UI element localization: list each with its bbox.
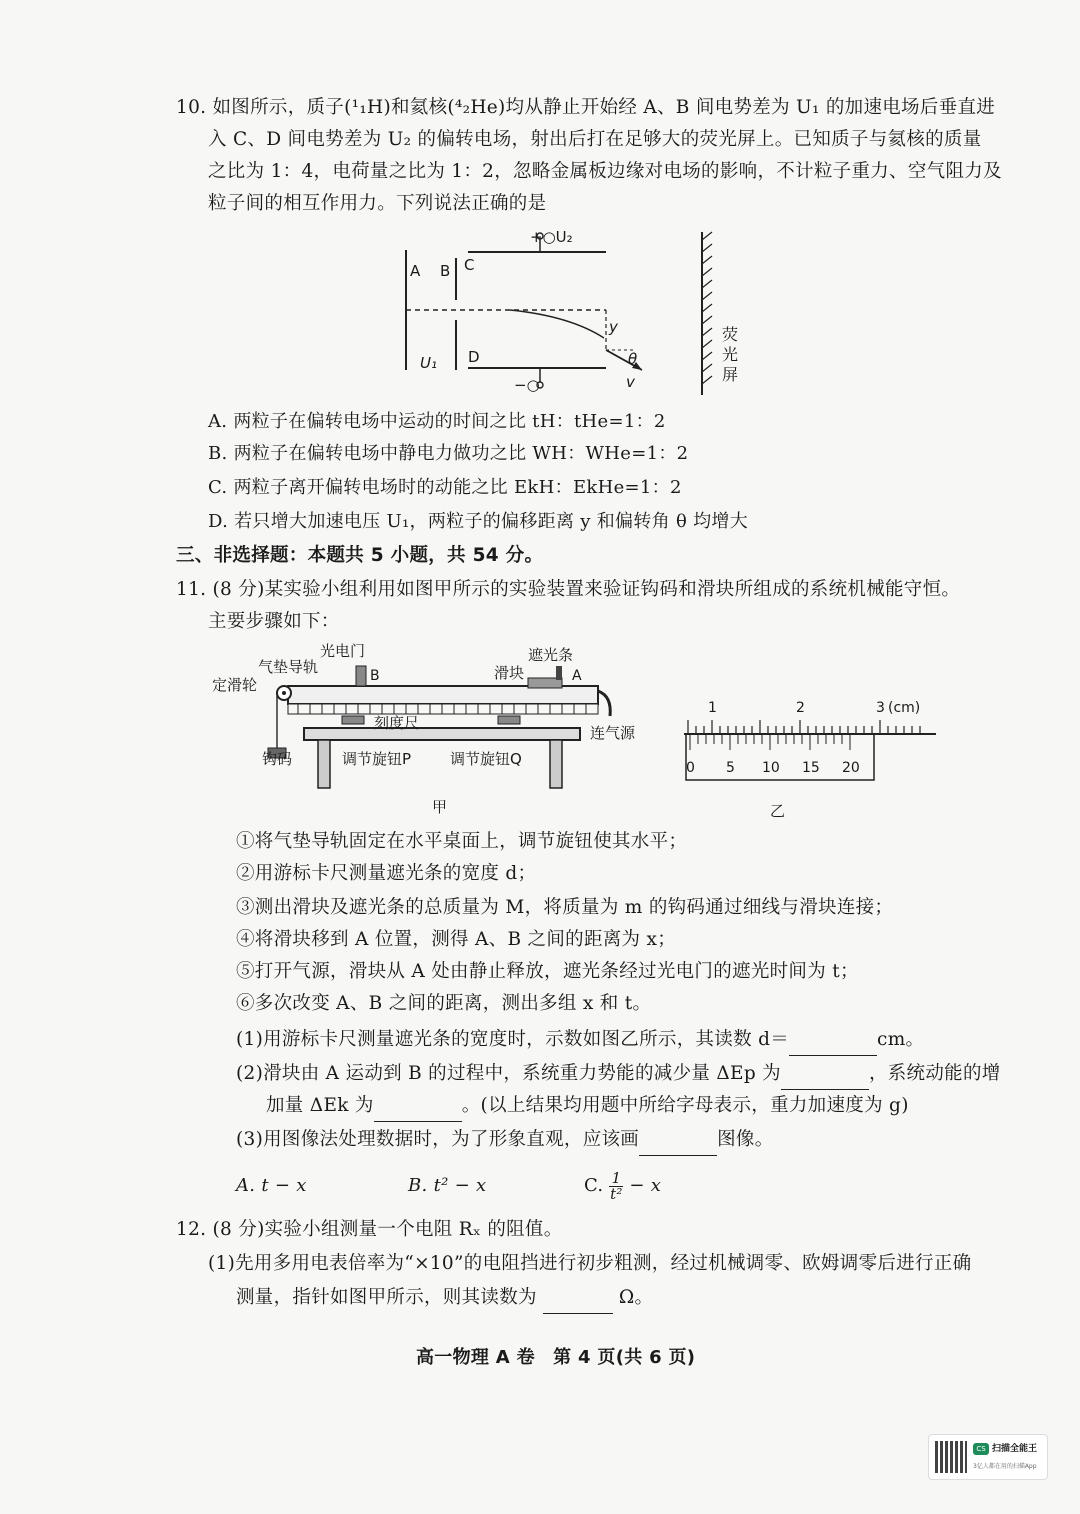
answer-blank-ep[interactable] [781,1069,869,1090]
label-guangdianmen: 光电门 [320,642,366,660]
vernier-tick-20: 20 [842,760,860,776]
air-track [288,686,598,704]
q11-sub-2b-note: 。(以上结果均用题中所给字母表示，重力加速度为 g) [461,1095,909,1116]
label-v: v [626,373,635,391]
answer-blank-ek[interactable] [374,1101,462,1122]
label-gouma: 钩码 [262,750,293,768]
label-dinghualun: 定滑轮 [212,676,258,694]
q11-sub-2b-text: 加量 ΔEk 为 [266,1095,374,1116]
answer-blank-d[interactable] [789,1035,877,1056]
label-lianqiyuan: 连气源 [590,724,636,742]
main-tick-1: 1 [708,700,717,716]
q12-line-3-text: 测量，指针如图甲所示，则其读数为 [236,1287,537,1308]
q11-sub-3 [236,1124,774,1156]
q11-choice-c-post: − x [629,1175,662,1196]
main-tick-2: 2 [796,700,805,716]
label-minus: −○ [514,376,540,394]
label-knob-p: 调节旋钮P [342,750,412,768]
answer-blank-graph[interactable] [639,1135,717,1156]
q12-line-1: 12. (8 分)实验小组测量一个电阻 Rₓ 的阻值。 [176,1219,563,1240]
q12-line-2: (1)先用多用电表倍率为“×10”的电阻挡进行初步粗测，经过机械调零、欧姆调零后进行正确 [208,1253,972,1274]
q11-sub-1-unit: cm。 [877,1029,925,1050]
q10-deflection-diagram [390,220,750,400]
vernier-tick-10: 10 [762,760,780,776]
scanner-name: 扫描全能王 [992,1444,1038,1454]
q10-option-b: B. 两粒子在偏转电场中静电力做功之比 WH：WHe=1：2 [208,443,689,464]
fraction-numerator: 1 [611,1168,622,1187]
q11-vernier-yi [674,690,944,820]
main-tick-3: 3 [876,700,885,716]
q10-option-a: A. 两粒子在偏转电场中运动的时间之比 tH：tHe=1：2 [208,411,666,432]
photogate [356,666,366,686]
q11-step-2: ②用游标卡尺测量遮光条的宽度 d； [236,863,537,884]
screen-char-2: 光 [722,345,739,364]
q11-step-5: ⑤打开气源，滑块从 A 处由静止释放，遮光条经过光电门的遮光时间为 t； [236,961,859,982]
label-a: A [410,262,421,280]
scanner-tagline: 3亿人都在用的扫描App [973,1463,1037,1470]
label-kedu: 刻度尺 [374,714,420,732]
q12-line-3-unit: Ω。 [618,1287,654,1308]
q11-choice-b: B. t² − x [408,1175,487,1196]
q11-sub-3-text: (3)用图像法处理数据时，为了形象直观，应该画 [236,1129,640,1150]
q11-step-4: ④将滑块移到 A 位置，测得 A、B 之间的距离为 x； [236,929,677,950]
q11-sub-2-mid: ，系统动能的增 [868,1063,1001,1084]
q12-line-3 [236,1282,653,1314]
q11-sub-1 [236,1024,924,1056]
label-qidian: 气垫导轨 [258,658,319,676]
label-c: C [464,256,475,274]
label-u1: U₁ [420,354,437,372]
q11-sub-1-text: (1)用游标卡尺测量遮光条的宽度时，示数如图乙所示，其读数 d＝ [236,1029,790,1050]
label-b: B [440,262,451,280]
caption-yi: 乙 [770,802,786,820]
vernier-tick-0: 0 [686,760,695,776]
page-footer: 高一物理 A 卷 第 4 页(共 6 页) [416,1347,696,1368]
q11-choice-c-label: C. [584,1175,604,1196]
label-plus-u2: +○U₂ [530,228,573,246]
label-y: y [609,318,618,336]
answer-blank-ohm[interactable] [543,1293,613,1314]
scanner-logo: CS [973,1443,989,1455]
q10-option-c: C. 两粒子离开偏转电场时的动能之比 EkH：EkHe=1：2 [208,477,682,498]
scanner-watermark [928,1434,1048,1480]
caption-jia: 甲 [432,798,448,816]
q11-choice-c-fraction [609,1168,623,1203]
qr-code-icon [935,1441,967,1473]
q10-line-1: 10. 如图所示，质子(¹₁H)和氦核(⁴₂He)均从静止开始经 A、B 间电势差为 U₁ 的加速电场后垂直进 [176,97,996,118]
q11-sub-2-text: (2)滑块由 A 运动到 B 的过程中，系统重力势能的减少量 ΔEp 为 [236,1063,781,1084]
label-hualuai: 滑块 [494,664,525,682]
label-d: D [468,348,480,366]
fraction-denominator: t² [610,1184,623,1203]
q11-sub-2b [266,1090,909,1122]
q11-step-1: ①将气垫导轨固定在水平桌面上，调节旋钮使其水平； [236,831,688,852]
q11-choice-c [584,1170,661,1202]
q11-step-3: ③测出滑块及遮光条的总质量为 M，将质量为 m 的钩码通过细线与滑块连接； [236,897,894,918]
q11-line-2: 主要步骤如下： [208,611,340,632]
screen-char-1: 荧 [722,325,739,344]
table-top [304,728,580,740]
label-theta: θ [628,350,638,368]
screen-char-3: 屏 [722,365,739,384]
label-a-slider: A [572,668,582,684]
q11-step-6: ⑥多次改变 A、B 之间的距离，测出多组 x 和 t。 [236,993,652,1014]
q11-apparatus-jia [210,636,660,826]
vernier-tick-5: 5 [726,760,735,776]
q10-line-3: 之比为 1：4，电荷量之比为 1：2，忽略金属板边缘对电场的影响，不计粒子重力、空气阻力及 [208,161,1002,182]
q11-sub-2 [236,1058,1001,1090]
vernier-tick-15: 15 [802,760,820,776]
q11-line-1: 11. (8 分)某实验小组利用如图甲所示的实验装置来验证钩码和滑块所组成的系统机械能守恒。 [176,579,961,600]
label-knob-q: 调节旋钮Q [450,750,522,768]
unit-cm: (cm) [888,700,921,716]
q11-sub-3-post: 图像。 [717,1129,774,1150]
q10-option-d: D. 若只增大加速电压 U₁，两粒子的偏移距离 y 和偏转角 θ 均增大 [208,511,749,532]
section-3-heading: 三、非选择题：本题共 5 小题，共 54 分。 [176,545,544,566]
label-zheguangtiao: 遮光条 [528,646,574,664]
q10-line-4: 粒子间的相互作用力。下列说法正确的是 [208,193,547,214]
label-b-gate: B [370,668,380,684]
q10-line-2: 入 C、D 间电势差为 U₂ 的偏转电场，射出后打在足够大的荧光屏上。已知质子与氦核的质量 [208,129,982,150]
q11-choice-a: A. t − x [236,1175,307,1196]
